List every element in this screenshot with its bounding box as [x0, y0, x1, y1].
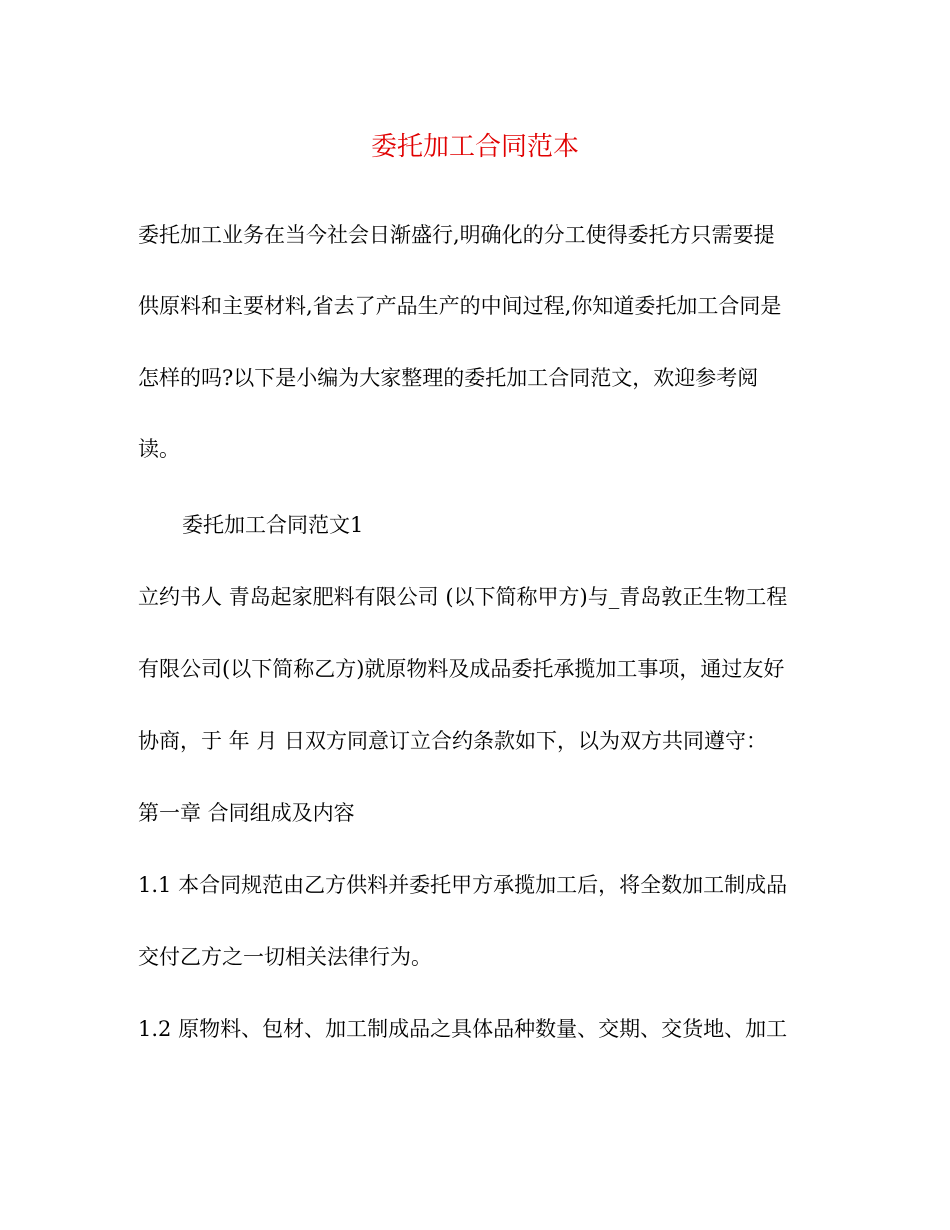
paragraph-line: 1.1 本合同规范由乙方供料并委托甲方承揽加工后，将全数加工制成品 [138, 873, 788, 897]
paragraph-line: 立约书人 青岛起家肥料有限公司 (以下简称甲方)与_青岛敦正生物工程 [138, 585, 788, 609]
paragraph-line: 供原料和主要材料,省去了产品生产的中间过程,你知道委托加工合同是 [138, 294, 782, 318]
paragraph-line: 读。 [138, 437, 180, 461]
chapter-heading: 第一章 合同组成及内容 [138, 801, 355, 825]
paragraph-line: 怎样的吗?以下是小编为大家整理的委托加工合同范文，欢迎参考阅 [138, 366, 759, 390]
paragraph-line: 1.2 原物料、包材、加工制成品之具体品种数量、交期、交货地、加工 [138, 1017, 788, 1041]
paragraph-line: 委托加工业务在当今社会日渐盛行,明确化的分工使得委托方只需要提 [138, 223, 775, 247]
paragraph-line: 协商，于 年 月 日双方同意订立合约条款如下，以为双方共同遵守： [138, 729, 768, 753]
paragraph-line: 交付乙方之一切相关法律行为。 [138, 945, 432, 969]
section-heading: 委托加工合同范文1 [182, 513, 364, 537]
document-title: 委托加工合同范本 [370, 132, 579, 162]
paragraph-line: 有限公司(以下简称乙方)就原物料及成品委托承揽加工事项，通过友好 [138, 657, 785, 681]
